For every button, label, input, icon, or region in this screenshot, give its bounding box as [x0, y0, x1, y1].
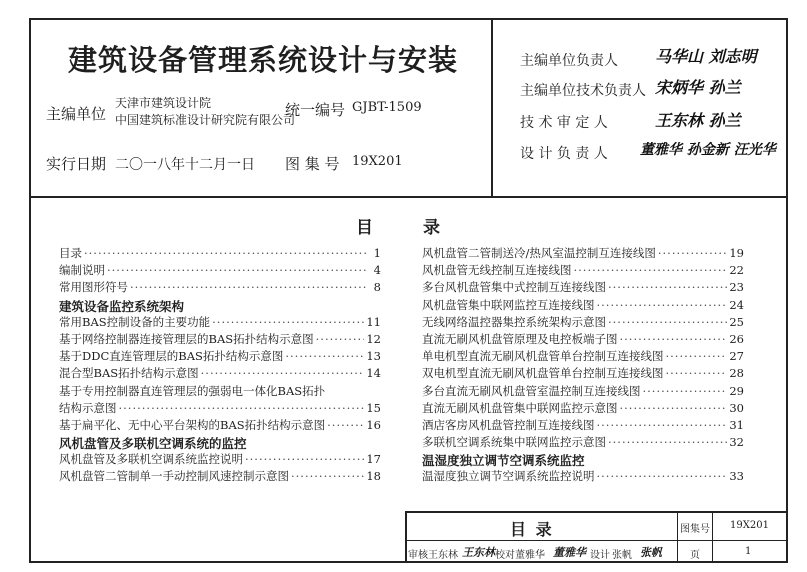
toc-entry [59, 279, 381, 296]
editor-unit-label: 主编单位 [46, 105, 107, 123]
toc-leader-dots [201, 366, 365, 380]
toc-leader-dots [608, 435, 727, 449]
toc-leader-dots [245, 452, 364, 466]
toc-entry-text: 直流无刷风机盘管集中联网监控示意图 [422, 400, 618, 415]
titleblock-atlas-label: 图集号 [680, 524, 710, 535]
toc-entry [59, 262, 381, 279]
toc-entry-text: 基于网络控制器连接管理层的BAS拓扑结构示意图 [59, 331, 314, 346]
toc-entry [422, 297, 744, 314]
toc-page-number: 29 [729, 383, 744, 398]
titleblock-page-value: 1 [745, 546, 752, 557]
titleblock-review-label: 审核 [408, 550, 428, 561]
toc-left-column [59, 245, 381, 486]
titleblock-design-label: 设计 [590, 550, 610, 561]
toc-entry [59, 348, 381, 365]
toc-page-number: 18 [366, 469, 381, 484]
toc-leader-dots [291, 469, 364, 483]
toc-page-number: 19 [729, 246, 744, 260]
toc-leader-dots [107, 263, 367, 277]
toc-entry [422, 245, 744, 262]
toc-page-number: 15 [366, 400, 381, 415]
toc-leader-dots [597, 298, 728, 312]
toc-entry-text: 单电机型直流无刷风机盘管单台控制互连接线图 [422, 349, 664, 364]
titleblock-mid-divider [405, 540, 788, 541]
toc-entry [422, 383, 744, 400]
toc-entry [59, 400, 381, 417]
toc-page-number: 30 [729, 400, 744, 415]
toc-entry [422, 262, 744, 279]
toc-page-number: 31 [729, 417, 744, 432]
signature: 董雅华 孙金新 汪光华 [640, 142, 776, 158]
effective-date-label: 实行日期 [46, 155, 107, 173]
toc-leader-dots [620, 332, 728, 346]
titleblock-design-signature: 张帆 [640, 546, 662, 559]
titleblock-top-divider [405, 511, 788, 513]
toc-entry-text: 风机盘管及多联机空调系统的监控 [59, 436, 247, 452]
toc-leader-dots [285, 349, 364, 363]
toc-entry [422, 331, 744, 348]
toc-leader-dots [658, 246, 727, 260]
toc-entry-text: 酒店客房风机盘管控制互连接线图 [422, 417, 595, 432]
toc-entry [422, 314, 744, 331]
toc-entry-text: 目录 [59, 246, 82, 260]
titleblock-design-name: 张帆 [612, 550, 632, 561]
toc-entry-text: 基于扁平化、无中心平台架构的BAS拓扑结构示意图 [59, 417, 326, 432]
toc-entry-text: 建筑设备监控系统架构 [59, 298, 185, 314]
titleblock-atlas-value: 19X201 [730, 520, 769, 531]
toc-leader-dots [666, 349, 728, 363]
toc-page-number: 32 [729, 435, 744, 450]
editor-unit-line2: 中国建筑标准设计研究院有限公司 [115, 113, 296, 127]
header-divider [29, 196, 788, 198]
titleblock-check-signature: 董雅华 [553, 546, 586, 559]
toc-leader-dots [84, 246, 367, 260]
toc-page-number: 24 [729, 297, 744, 312]
toc-title-left: 目 [356, 218, 373, 238]
responsible-role: 主编单位技术负责人 [520, 83, 646, 99]
toc-entry [59, 468, 381, 485]
toc-leader-dots [212, 315, 364, 329]
toc-right-column [422, 245, 744, 486]
toc-entry-text: 风机盘管集中联网监控互连接线图 [422, 297, 595, 312]
toc-entry-text: 基于DDC直连管理层的BAS拓扑结构示意图 [59, 349, 284, 364]
toc-leader-dots [643, 384, 728, 398]
toc-entry [59, 331, 381, 348]
toc-page-number: 27 [729, 349, 744, 364]
toc-leader-dots [597, 418, 728, 432]
toc-page-number: 12 [366, 331, 381, 346]
toc-entry-text: 温湿度独立调节空调系统监控说明 [422, 469, 595, 484]
toc-entry-text: 结构示意图 [59, 400, 117, 415]
toc-entry-text: 双电机型直流无刷风机盘管单台控制互连接线图 [422, 366, 664, 381]
titleblock-page-label: 页 [690, 550, 700, 561]
responsible-role: 技 术 审 定 人 [520, 115, 608, 131]
titleblock-check-name: 董雅华 [515, 550, 545, 561]
toc-page-number: 17 [366, 452, 381, 467]
toc-page-number: 23 [729, 280, 744, 295]
titleblock-left-divider [405, 511, 407, 563]
toc-leader-dots [130, 280, 367, 294]
toc-entry-text: 风机盘管二管制单一手动控制风速控制示意图 [59, 469, 289, 484]
toc-entry-text: 多台风机盘管集中式控制互连接线图 [422, 280, 606, 295]
toc-entry-text: 风机盘管无线控制互连接线图 [422, 263, 572, 278]
toc-leader-dots [574, 263, 728, 277]
toc-entry-text: 无线网络温控器集控系统架构示意图 [422, 314, 606, 329]
atlas-number-value: 19X201 [352, 154, 403, 169]
unified-number-value: GJBT-1509 [352, 100, 422, 115]
document-title: 建筑设备管理系统设计与安装 [68, 43, 459, 77]
signature: 宋炳华 孙兰 [655, 78, 741, 97]
toc-entry-text: 多台直流无刷风机盘管室温控制互连接线图 [422, 383, 641, 398]
toc-entry [59, 314, 381, 331]
toc-entry-text: 风机盘管及多联机空调系统监控说明 [59, 452, 243, 467]
toc-leader-dots [327, 418, 364, 432]
toc-entry [422, 417, 744, 434]
titleblock-title: 目 录 [510, 520, 554, 539]
responsible-role: 设 计 负 责 人 [520, 146, 608, 162]
toc-entry [422, 434, 744, 451]
titleblock-value-divider [712, 511, 713, 563]
toc-section-heading [59, 434, 381, 451]
toc-entry [59, 451, 381, 468]
toc-leader-dots [608, 280, 727, 294]
toc-section-heading [59, 297, 381, 314]
toc-entry-text: 基于专用控制器直连管理层的强弱电一体化BAS拓扑 [59, 383, 326, 398]
toc-entry-text: 直流无刷风机盘管原理及电控板端子图 [422, 331, 618, 346]
signature: 王东林 孙兰 [655, 111, 741, 130]
effective-date-value: 二〇一八年十二月一日 [115, 157, 255, 173]
toc-leader-dots [597, 469, 728, 483]
toc-entry [59, 245, 381, 262]
toc-title-right: 录 [423, 218, 440, 238]
toc-page-number: 4 [373, 263, 381, 278]
titleblock-atlas-divider [677, 511, 678, 563]
toc-page-number: 11 [366, 314, 381, 329]
titleblock-review-signature: 王东林 [462, 546, 495, 559]
toc-entry-text: 混合型BAS拓扑结构示意图 [59, 366, 199, 381]
toc-entry-text: 多联机空调系统集中联网监控示意图 [422, 435, 606, 450]
header-vertical-divider [491, 18, 493, 196]
toc-page-number: 16 [366, 417, 381, 432]
toc-entry-text: 常用BAS控制设备的主要功能 [59, 314, 211, 329]
atlas-number-label: 图 集 号 [285, 155, 340, 173]
toc-section-heading [422, 451, 744, 468]
toc-page-number: 1 [373, 246, 381, 260]
toc-page-number: 26 [729, 331, 744, 346]
toc-entry-text: 温湿度独立调节空调系统监控 [422, 453, 585, 469]
toc-entry [422, 365, 744, 382]
toc-page-number: 22 [729, 263, 744, 278]
toc-entry [422, 468, 744, 485]
toc-leader-dots [119, 401, 365, 415]
toc-page-number: 8 [373, 280, 381, 295]
toc-entry [59, 417, 381, 434]
responsible-role: 主编单位负责人 [520, 53, 618, 69]
toc-leader-dots [666, 366, 728, 380]
toc-leader-dots [608, 315, 727, 329]
unified-number-label: 统一编号 [285, 101, 346, 119]
toc-page-number: 13 [366, 349, 381, 364]
toc-page-number: 14 [366, 366, 381, 381]
titleblock-review-name: 王东林 [428, 550, 458, 561]
toc-page-number: 25 [729, 314, 744, 329]
toc-entry [422, 400, 744, 417]
toc-entry [422, 348, 744, 365]
toc-entry-text: 风机盘管二管制送冷/热风室温控制互连接线图 [422, 246, 656, 260]
toc-leader-dots [316, 332, 365, 346]
signature: 马华山 刘志明 [655, 47, 757, 66]
toc-entry [59, 365, 381, 382]
titleblock-check-label: 校对 [495, 550, 515, 561]
toc-entry-text: 编制说明 [59, 263, 105, 278]
toc-page-number: 33 [729, 469, 744, 484]
toc-entry [422, 279, 744, 296]
toc-entry [59, 383, 381, 400]
toc-entry-text: 常用图形符号 [59, 280, 128, 295]
editor-unit-line1: 天津市建筑设计院 [115, 96, 212, 110]
toc-leader-dots [620, 401, 728, 415]
toc-page-number: 28 [729, 366, 744, 381]
